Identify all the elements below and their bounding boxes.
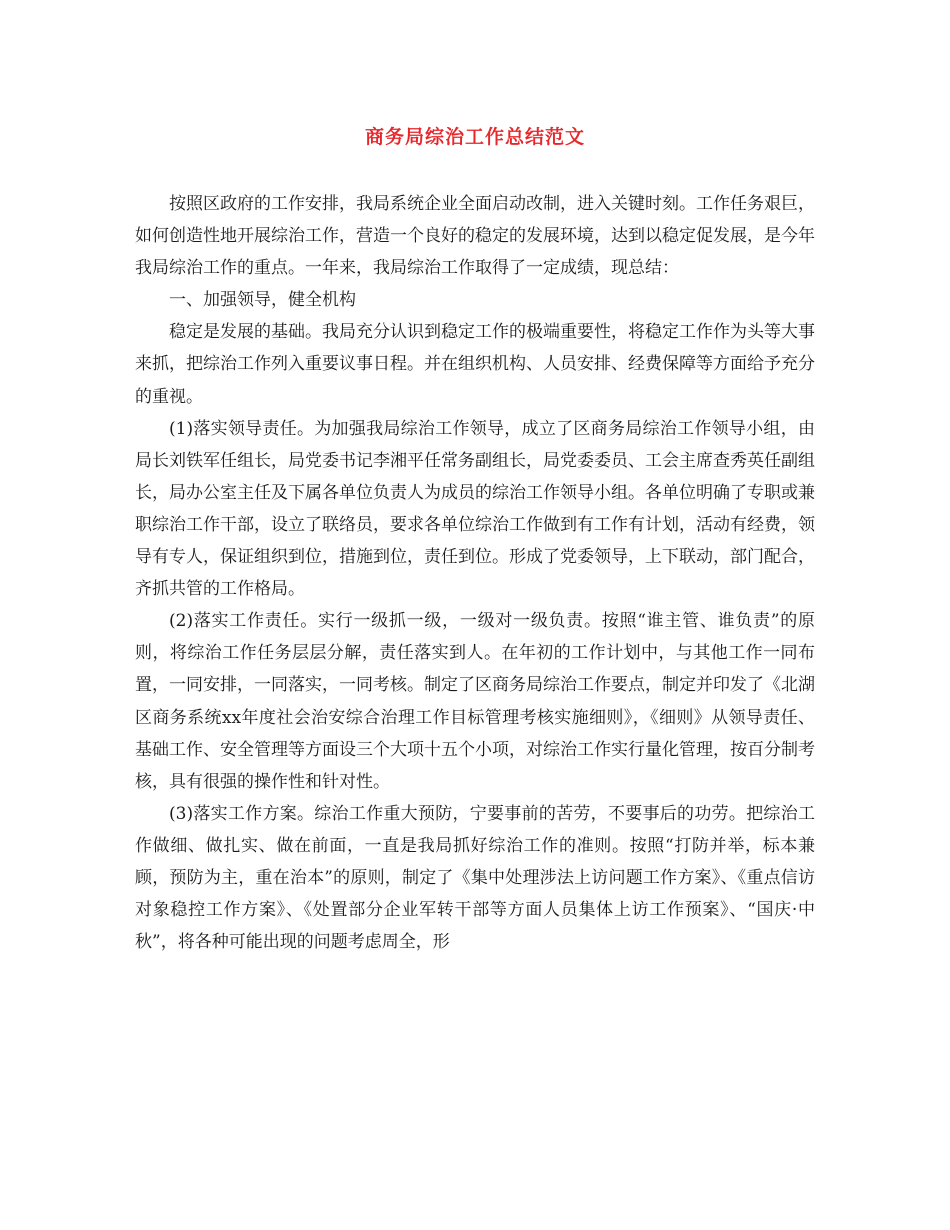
paragraph-work-responsibility: (2)落实工作责任。实行一级抓一级，一级对一级负责。按照“谁主管、谁负责”的原则，将综治工作任务层层分解，责任落实到人。在年初的工作计划中，与其他工作一同布置，一同安排，一同落实，一同考核。制定了区商务局综治工作要点，制定并印发了《北湖区商务系统xx年度社会治安综合治理工作目标管理考核实施细则》，《细则》从领导责任、基础工作、安全管理等方面设三个大项十五个小项，对综治工作实行量化管理，按百分制考核，具有很强的操作性和针对性。 (135, 611, 815, 792)
paragraph-intro: 按照区政府的工作安排，我局系统企业全面启动改制，进入关键时刻。工作任务艰巨，如何创造性地开展综治工作，营造一个良好的稳定的发展环境，达到以稳定促发展，是今年我局综治工作的重点。一年来，我局综治工作取得了一定成绩，现总结： (135, 194, 815, 279)
paragraph-stability: 稳定是发展的基础。我局充分认识到稳定工作的极端重要性，将稳定工作作为头等大事来抓，把综治工作列入重要议事日程。并在组织机构、人员安排、经费保障等方面给予充分的重视。 (135, 322, 815, 407)
section-heading-1: 一、加强领导，健全机构 (169, 290, 356, 311)
paragraph-leadership-responsibility: (1)落实领导责任。为加强我局综治工作领导，成立了区商务局综治工作领导小组，由局长刘铁军任组长，局党委书记李湘平任常务副组长，局党委委员、工会主席查秀英任副组长，局办公室主任及下属各单位负责人为成员的综治工作领导小组。各单位明确了专职或兼职综治工作干部，设立了联络员，要求各单位综治工作做到有工作有计划，活动有经费，领导有专人，保证组织到位，措施到位，责任到位。形成了党委领导，上下联动，部门配合，齐抓共管的工作格局。 (135, 418, 815, 600)
paragraph-work-plan: (3)落实工作方案。综治工作重大预防，宁要事前的苦劳，不要事后的功劳。把综治工作做细、做扎实、做在前面，一直是我局抓好综治工作的准则。按照“打防并举，标本兼顾，预防为主，重在治本”的原则，制定了《集中处理涉法上访问题工作方案》、《重点信访对象稳控工作方案》、《处置部分企业军转干部等方面人员集体上访工作预案》、“国庆·中秋”，将各种可能出现的问题考虑周全，形 (135, 803, 815, 953)
document-title: 商务局综治工作总结范文 (364, 126, 585, 148)
document-body (135, 188, 815, 958)
